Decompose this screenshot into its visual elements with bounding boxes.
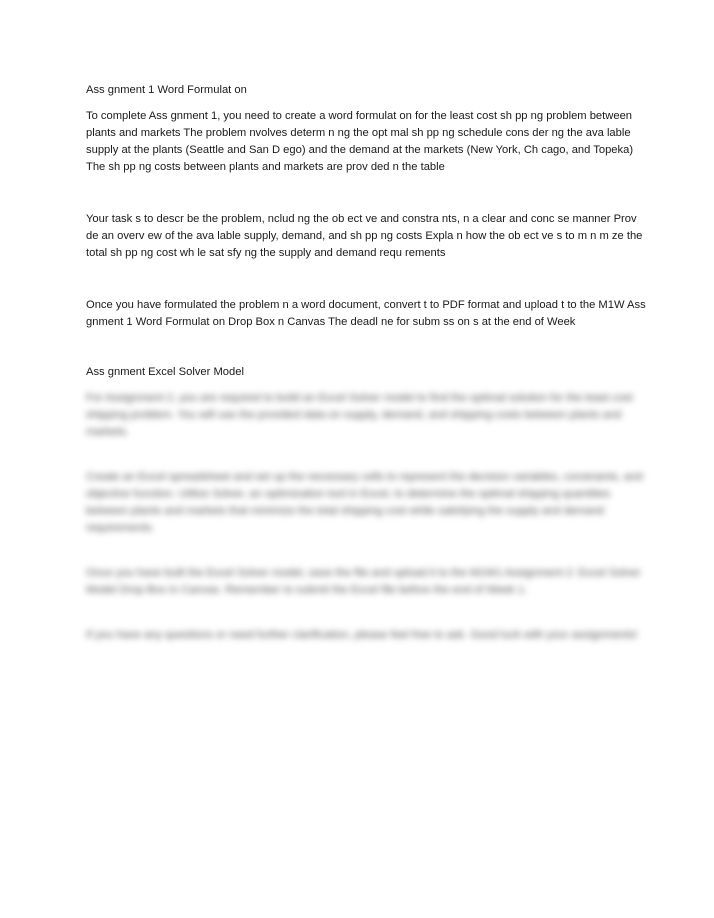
section2-heading: Ass gnment Excel Solver Model	[86, 366, 244, 378]
spacer	[86, 441, 646, 469]
section1-paragraph-3: Once you have formulated the problem n a word document, convert t to PDF format and upload t to the M1W Ass gnment 1 Word Formulat on Drop Box n Canvas The deadl ne for subm ss on s at the end of Week	[86, 299, 646, 328]
blurred-paragraph-3: Once you have built the Excel Solver model, save the file and upload it to the M1W1 Assignment 2: Excel Solver Model Drop Box in Canvas. Remember to submit the Excel file before the end of Week 1.	[86, 567, 641, 596]
section1-paragraph-1: To complete Ass gnment 1, you need to create a word formulat on for the least cost sh pp ng problem between plants and markets The problem nvolves determ n ng the opt mal sh pp ng schedule cons der ng the ava lable supply at the plants (Seattle and San D ego) and the demand at the markets (New York, Ch cago, and Topeka) The sh pp ng costs between plants and markets are prov ded n the table	[86, 110, 634, 173]
blurred-paragraph-2: Create an Excel spreadsheet and set up the necessary cells to represent the decision variables, constraints, and objective function. Utilize Solver, an optimization tool in Excel, to determine the optimal shipping quantities between plants and markets that minimize the total shipping cost while satisfying the supply and demand requirements.	[86, 471, 643, 534]
blurred-paragraph-1: For Assignment 2, you are required to build an Excel Solver model to find the optimal solution for the least cost shipping problem. You will use the provided data on supply, demand, and shipping costs between plants and markets.	[86, 392, 633, 438]
spacer	[86, 599, 646, 627]
spacer	[86, 331, 646, 364]
spacer	[86, 262, 646, 297]
spacer	[86, 176, 646, 211]
blurred-paragraph-4: If you have any questions or need further clarification, please feel free to ask. Good luck with your assignments!	[86, 629, 638, 641]
section1-paragraph-2: Your task s to descr be the problem, nclud ng the ob ect ve and constra nts, n a clear and conc se manner Prov de an overv ew of the ava lable supply, demand, and sh pp ng costs Expla n how the ob ect ve s to m n m ze the total sh pp ng cost wh le sat sfy ng the supply and demand requ rements	[86, 213, 643, 259]
section1-heading: Ass gnment 1 Word Formulat on	[86, 84, 247, 96]
spacer	[86, 537, 646, 565]
document-body	[86, 82, 646, 644]
